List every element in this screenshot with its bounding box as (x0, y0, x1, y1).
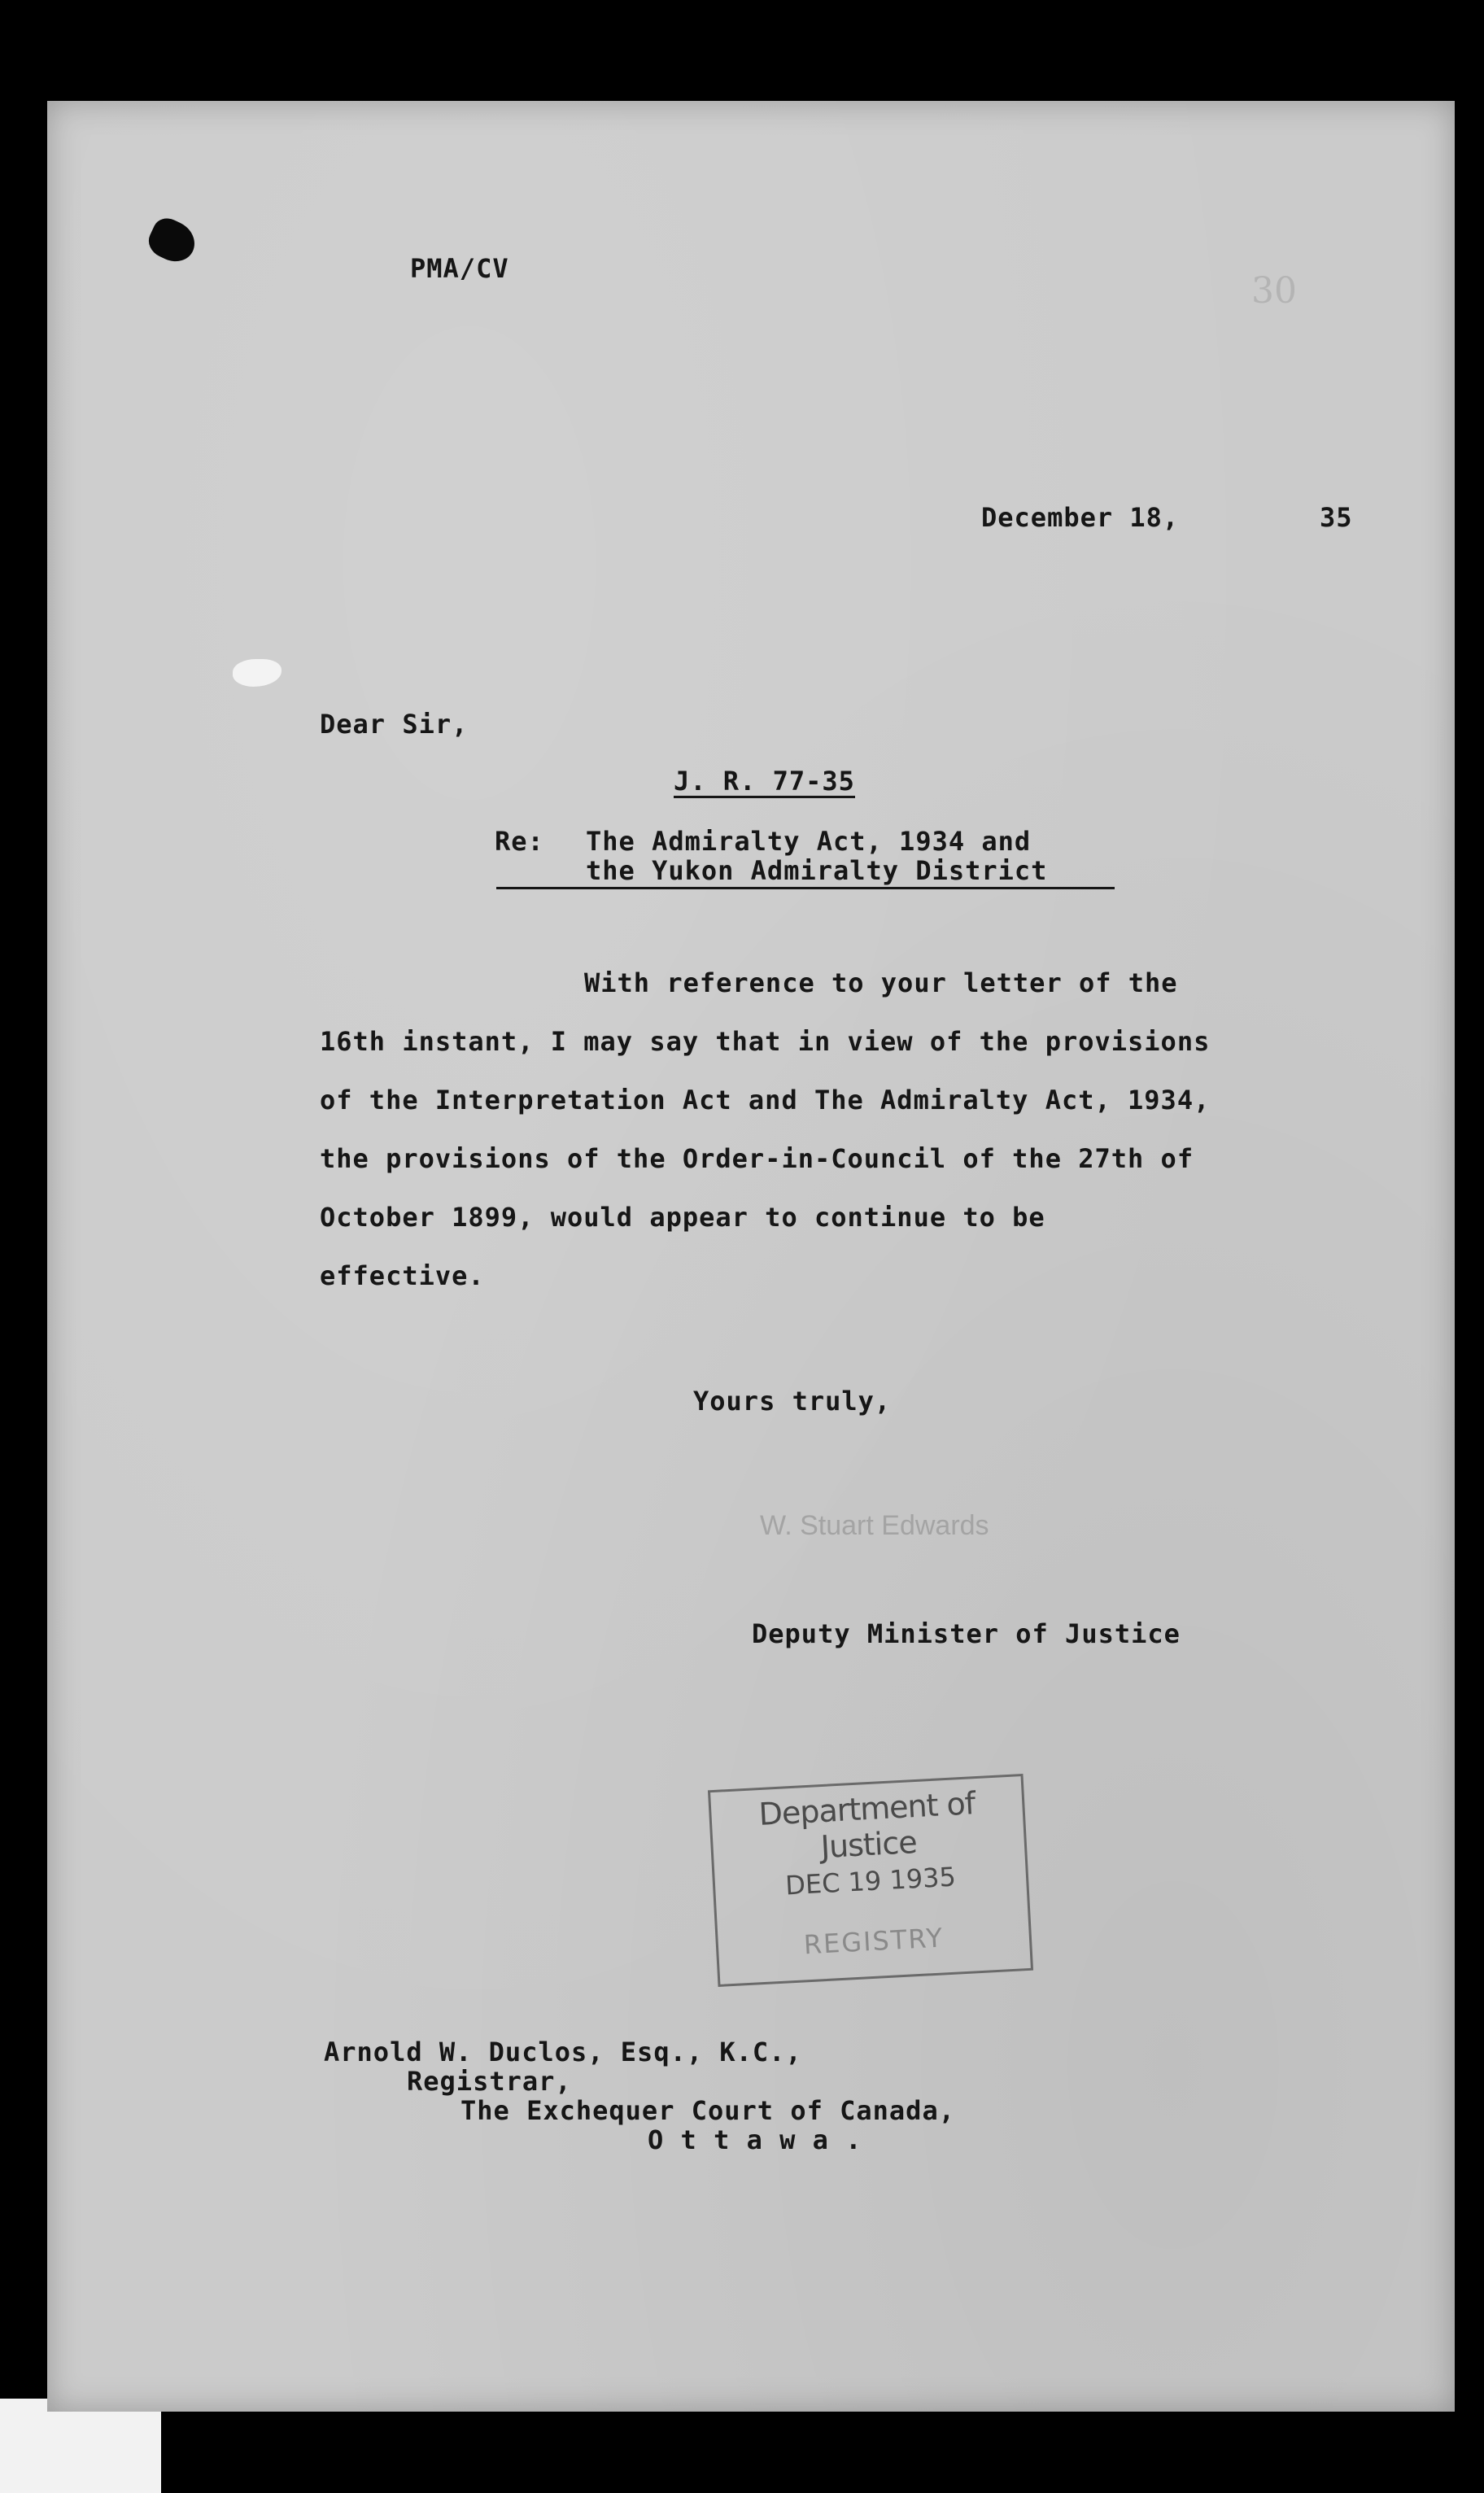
signature: W. Stuart Edwards (760, 1510, 989, 1541)
body-line-6: effective. (320, 1260, 485, 1291)
stamp-date: DEC 19 1935 (784, 1861, 957, 1901)
subject-line-1: The Admiralty Act, 1934 and (586, 826, 1032, 857)
salutation: Dear Sir, (320, 709, 469, 740)
closing: Yours truly, (693, 1386, 892, 1417)
reference-initials: PMA/CV (410, 253, 509, 284)
recipient-city: O t t a w a . (648, 2124, 862, 2155)
stamp-registry: REGISTRY (802, 1922, 945, 1961)
stamp-department: Department of Justice (757, 1785, 976, 1866)
body-line-4: the provisions of the Order-in-Council of the 27th of (320, 1143, 1194, 1174)
body-line-5: October 1899, would appear to continue to be (320, 1202, 1045, 1233)
scan-white-spot (233, 659, 282, 687)
scan-corner-label (0, 2399, 161, 2493)
signer-title: Deputy Minister of Justice (752, 1618, 1181, 1649)
registry-stamp (708, 1774, 1033, 1987)
file-reference: J. R. 77-35 (674, 766, 855, 797)
scan-blot-mark (143, 213, 201, 268)
recipient-name: Arnold W. Duclos, Esq., K.C., (324, 2037, 802, 2067)
page-number: 30 (1251, 270, 1297, 312)
body-line-1: With reference to your letter of the (584, 967, 1178, 998)
subject-underline (496, 887, 1115, 889)
recipient-position: Registrar, (407, 2066, 572, 2097)
letter-date: December 18, (981, 502, 1180, 533)
subject-line-2: the Yukon Admiralty District (586, 855, 1048, 886)
body-line-3: of the Interpretation Act and The Admiralty Act, 1934, (320, 1085, 1211, 1116)
body-line-2: 16th instant, I may say that in view of the provisions (320, 1026, 1211, 1057)
subject-prefix: Re: (495, 826, 544, 857)
letter-date-year: 35 (1320, 502, 1353, 533)
letter-page (47, 101, 1455, 2412)
recipient-court: The Exchequer Court of Canada, (460, 2095, 955, 2126)
